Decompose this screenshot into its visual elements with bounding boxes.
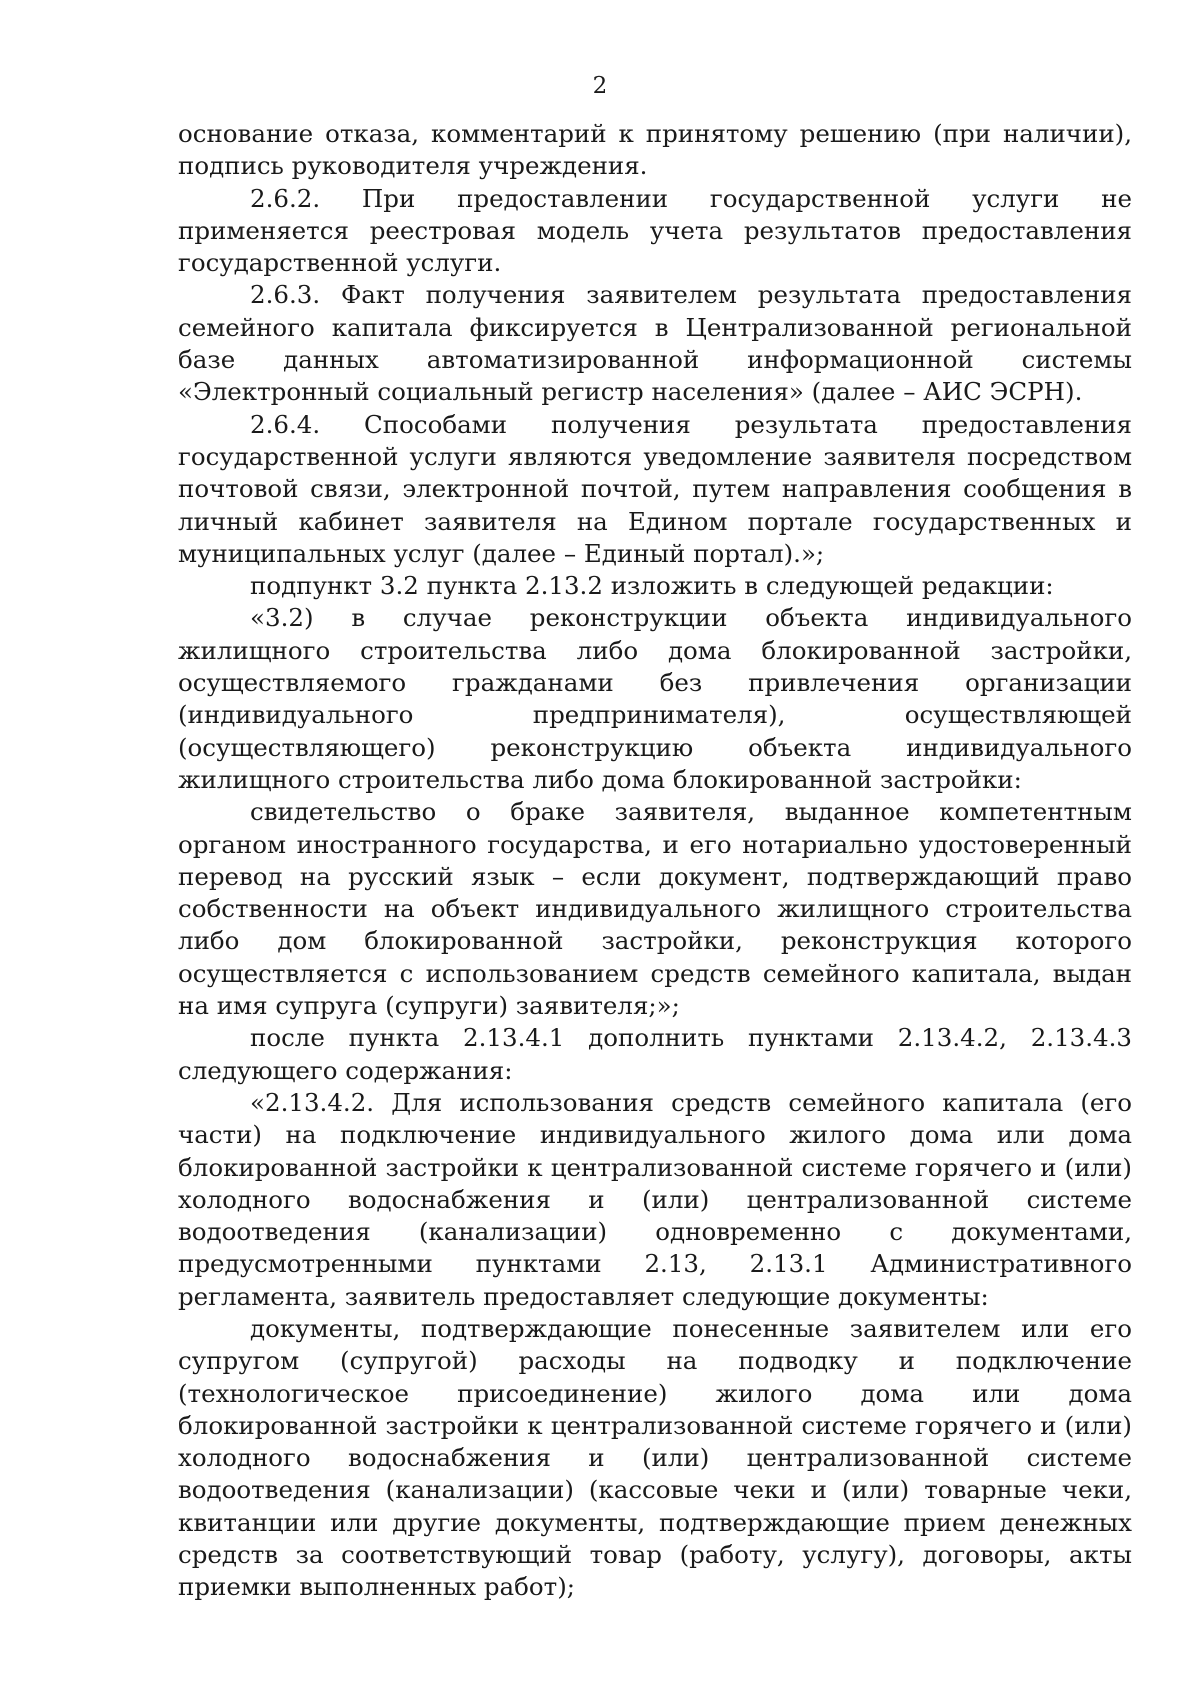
document-body (178, 118, 1132, 1604)
paragraph-2-6-4: 2.6.4. Способами получения результата предоставления государственной услуги являются уведомление заявителя посредством почтовой связи, электронной почтой, путем направления сообщения в личный кабинет заявителя на Едином портале государственных и муниципальных услуг (далее – Единый портал).»; (178, 409, 1132, 568)
paragraph-amendment-3-2-intro: подпункт 3.2 пункта 2.13.2 изложить в следующей редакции: (250, 571, 1054, 601)
page-number: 2 (592, 73, 608, 99)
paragraph-expense-documents: документы, подтверждающие понесенные заявителем или его супругом (супругой) расходы на подводку и подключение (технологическое присоединение) жилого дома или дома блокированной застройки к централизованной системе горячего и (или) холодного водоснабжения и (или) централизованной системе водоотведения (канализации) (кассовые чеки и (или) товарные чеки, квитанции или другие документы, подтверждающие прием денежных средств за соответствующий товар (работу, услугу), договоры, акты приемки выполненных работ); (178, 1313, 1132, 1602)
paragraph-amendment-2-13-4-intro: после пункта 2.13.4.1 дополнить пунктами 2.13.4.2, 2.13.4.3 следующего содержания: (178, 1023, 1132, 1085)
paragraph-continuation: основание отказа, комментарий к принятому решению (при наличии), подпись руководителя учреждения. (178, 119, 1132, 181)
paragraph-2-6-2: 2.6.2. При предоставлении государственной услуги не применяется реестровая модель учета результатов предоставления государственной услуги. (178, 183, 1132, 278)
paragraph-2-6-3: 2.6.3. Факт получения заявителем результата предоставления семейного капитала фиксируется в Централизованной региональной базе данных автоматизированной информационной системы «Электронный социальный регистр населения» (далее – АИС ЭСРН). (178, 280, 1132, 407)
paragraph-marriage-certificate: свидетельство о браке заявителя, выданное компетентным органом иностранного государства, и его нотариально удостоверенный перевод на русский язык – если документ, подтверждающий право собственности на объект индивидуального жилищного строительства либо дом блокированной застройки, реконструкция которого осуществляется с использованием средств семейного капитала, выдан на имя супруга (супруги) заявителя;»; (178, 797, 1132, 1021)
paragraph-3-2: «3.2) в случае реконструкции объекта индивидуального жилищного строительства либо дома блокированной застройки, осуществляемого гражданами без привлечения организации (индивидуального предпринимателя), осуществляющей (осуществляющего) реконструкцию объекта индивидуального жилищного строительства либо дома блокированной застройки: (178, 603, 1132, 794)
paragraph-2-13-4-2: «2.13.4.2. Для использования средств семейного капитала (его части) на подключение индивидуального жилого дома или дома блокированной застройки к централизованной системе горячего и (или) холодного водоснабжения и (или) централизованной системе водоотведения (канализации) одновременно с документами, предусмотренными пунктами 2.13, 2.13.1 Административного регламента, заявитель предоставляет следующие документы: (178, 1087, 1132, 1311)
